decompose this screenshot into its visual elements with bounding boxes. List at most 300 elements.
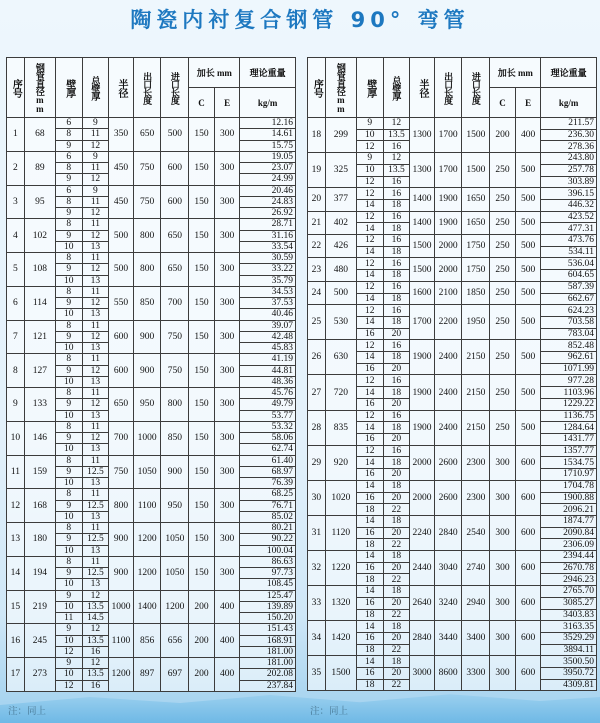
cell-weight: 23.07 <box>240 163 296 174</box>
cell-no: 14 <box>7 556 25 590</box>
cell-wall: 18 <box>356 539 383 551</box>
cell-c: 300 <box>490 621 516 656</box>
cell-radius: 1300 <box>410 118 434 153</box>
cell-weight: 86.63 <box>240 556 296 567</box>
col-header-inlet-length: 进口长度 <box>462 58 490 118</box>
cell-total-wall: 18 <box>383 515 410 527</box>
cell-total-wall: 11 <box>82 388 109 399</box>
cell-wall: 14 <box>356 621 383 633</box>
cell-total-wall: 18 <box>383 551 410 563</box>
cell-weight: 446.32 <box>541 199 597 211</box>
table-row <box>308 586 597 598</box>
cell-radius: 2240 <box>410 515 434 550</box>
cell-total-wall: 12 <box>82 658 109 669</box>
cell-weight: 150.20 <box>240 613 296 624</box>
cell-c: 250 <box>490 188 516 211</box>
table-row <box>7 185 296 196</box>
cell-outlet-length: 8600 <box>434 656 462 691</box>
spec-table-left <box>6 57 296 692</box>
cell-radius: 500 <box>109 219 133 253</box>
cell-outlet-length: 2400 <box>434 410 462 445</box>
cell-outlet-length: 2000 <box>434 235 462 258</box>
cell-no: 5 <box>7 253 25 287</box>
table-row <box>7 489 296 500</box>
cell-diameter: 500 <box>325 281 356 304</box>
table-body-right <box>308 118 597 691</box>
table-row <box>7 421 296 432</box>
table-row <box>308 515 597 527</box>
col-header-no: 序号 <box>7 58 25 118</box>
cell-radius: 600 <box>109 320 133 354</box>
cell-e: 300 <box>214 489 240 523</box>
cell-c: 150 <box>189 219 215 253</box>
cell-wall: 16 <box>356 398 383 410</box>
cell-e: 500 <box>515 281 541 304</box>
cell-no: 12 <box>7 489 25 523</box>
cell-total-wall: 9 <box>82 151 109 162</box>
cell-total-wall: 13 <box>82 511 109 522</box>
cell-wall: 9 <box>55 298 82 309</box>
cell-inlet-length: 1500 <box>462 153 490 188</box>
cell-outlet-length: 650 <box>133 118 161 152</box>
cell-weight: 977.28 <box>541 375 597 387</box>
cell-wall: 12 <box>356 235 383 247</box>
cell-weight: 20.46 <box>240 185 296 196</box>
cell-diameter: 1420 <box>325 621 356 656</box>
table-row <box>7 354 296 365</box>
table-header <box>7 58 296 118</box>
cell-wall: 9 <box>55 534 82 545</box>
cell-e: 500 <box>515 340 541 375</box>
cell-no: 15 <box>7 590 25 624</box>
cell-weight: 211.57 <box>541 118 597 130</box>
cell-diameter: 219 <box>24 590 55 624</box>
cell-total-wall: 16 <box>383 188 410 200</box>
cell-weight: 3529.29 <box>541 632 597 644</box>
cell-wall: 10 <box>55 511 82 522</box>
cell-outlet-length: 800 <box>133 253 161 287</box>
cell-c: 250 <box>490 305 516 340</box>
cell-wall: 14 <box>356 246 383 258</box>
cell-total-wall: 16 <box>383 410 410 422</box>
cell-e: 400 <box>214 658 240 692</box>
cell-c: 150 <box>189 556 215 590</box>
cell-diameter: 89 <box>24 151 55 185</box>
cell-weight: 97.73 <box>240 568 296 579</box>
cell-weight: 1229.22 <box>541 398 597 410</box>
cell-wall: 6 <box>55 151 82 162</box>
cell-weight: 1710.97 <box>541 469 597 481</box>
cell-inlet-length: 750 <box>161 320 189 354</box>
cell-weight: 1071.99 <box>541 363 597 375</box>
cell-total-wall: 20 <box>383 562 410 574</box>
cell-weight: 14.61 <box>240 129 296 140</box>
cell-radius: 1200 <box>109 658 133 692</box>
cell-wall: 10 <box>55 376 82 387</box>
cell-e: 600 <box>515 551 541 586</box>
cell-radius: 1600 <box>410 281 434 304</box>
cell-wall: 10 <box>55 579 82 590</box>
cell-diameter: 159 <box>24 455 55 489</box>
cell-total-wall: 13.5 <box>82 635 109 646</box>
cell-weight: 42.48 <box>240 331 296 342</box>
table-row <box>7 388 296 399</box>
cell-wall: 16 <box>356 328 383 340</box>
cell-radius: 2440 <box>410 551 434 586</box>
cell-radius: 600 <box>109 354 133 388</box>
cell-total-wall: 13 <box>82 579 109 590</box>
cell-wall: 18 <box>356 644 383 656</box>
cell-no: 22 <box>308 235 326 258</box>
cell-total-wall: 13.5 <box>383 129 410 141</box>
cell-diameter: 95 <box>24 185 55 219</box>
col-header-radius: 半径 <box>109 58 133 118</box>
cell-no: 26 <box>308 340 326 375</box>
cell-e: 600 <box>515 515 541 550</box>
col-header-radius: 半径 <box>410 58 434 118</box>
cell-wall: 9 <box>55 174 82 185</box>
cell-c: 250 <box>490 153 516 188</box>
cell-wall: 8 <box>55 196 82 207</box>
cell-inlet-length: 2150 <box>462 375 490 410</box>
cell-weight: 24.83 <box>240 196 296 207</box>
table-row <box>308 340 597 352</box>
cell-weight: 35.79 <box>240 275 296 286</box>
cell-wall: 16 <box>356 527 383 539</box>
col-header-wall: 壁厚 <box>55 58 82 118</box>
cell-total-wall: 13 <box>82 309 109 320</box>
cell-weight: 243.80 <box>541 153 597 165</box>
cell-radius: 750 <box>109 455 133 489</box>
cell-c: 250 <box>490 235 516 258</box>
cell-wall: 12 <box>356 258 383 270</box>
cell-diameter: 299 <box>325 118 356 153</box>
cell-wall: 9 <box>55 208 82 219</box>
cell-no: 33 <box>308 586 326 621</box>
cell-total-wall: 12.5 <box>82 568 109 579</box>
cell-total-wall: 9 <box>82 185 109 196</box>
cell-no: 9 <box>7 388 25 422</box>
cell-wall: 10 <box>55 275 82 286</box>
cell-total-wall: 11 <box>82 455 109 466</box>
cell-weight: 41.19 <box>240 354 296 365</box>
cell-wall: 14 <box>356 199 383 211</box>
cell-diameter: 133 <box>24 388 55 422</box>
cell-diameter: 102 <box>24 219 55 253</box>
cell-diameter: 630 <box>325 340 356 375</box>
cell-weight: 24.99 <box>240 174 296 185</box>
cell-outlet-length: 2100 <box>434 281 462 304</box>
cell-weight: 68.25 <box>240 489 296 500</box>
cell-weight: 477.31 <box>541 223 597 235</box>
cell-total-wall: 13.5 <box>82 669 109 680</box>
cell-weight: 53.32 <box>240 421 296 432</box>
table-row <box>7 523 296 534</box>
cell-e: 600 <box>515 480 541 515</box>
table-row <box>7 219 296 230</box>
cell-wall: 16 <box>356 433 383 445</box>
cell-total-wall: 13.5 <box>82 601 109 612</box>
cell-wall: 9 <box>55 568 82 579</box>
cell-weight: 2670.78 <box>541 562 597 574</box>
cell-diameter: 920 <box>325 445 356 480</box>
cell-weight: 2306.09 <box>541 539 597 551</box>
cell-diameter: 245 <box>24 624 55 658</box>
cell-radius: 900 <box>109 556 133 590</box>
cell-e: 400 <box>214 590 240 624</box>
cell-weight: 257.78 <box>541 164 597 176</box>
cell-outlet-length: 3040 <box>434 551 462 586</box>
table-header <box>308 58 597 118</box>
cell-total-wall: 12 <box>82 399 109 410</box>
cell-weight: 181.00 <box>240 658 296 669</box>
cell-wall: 8 <box>55 489 82 500</box>
cell-total-wall: 12 <box>383 118 410 130</box>
cell-weight: 33.22 <box>240 264 296 275</box>
cell-total-wall: 18 <box>383 352 410 364</box>
cell-total-wall: 11 <box>82 286 109 297</box>
cell-weight: 237.84 <box>240 680 296 691</box>
cell-inlet-length: 1750 <box>462 258 490 281</box>
cell-total-wall: 13 <box>82 545 109 556</box>
cell-c: 200 <box>189 624 215 658</box>
cell-wall: 14 <box>356 656 383 668</box>
cell-wall: 6 <box>55 185 82 196</box>
cell-e: 500 <box>515 410 541 445</box>
cell-wall: 8 <box>55 286 82 297</box>
cell-total-wall: 18 <box>383 586 410 598</box>
cell-total-wall: 16 <box>383 340 410 352</box>
cell-no: 7 <box>7 320 25 354</box>
cell-no: 8 <box>7 354 25 388</box>
cell-wall: 9 <box>55 230 82 241</box>
cell-total-wall: 20 <box>383 433 410 445</box>
cell-total-wall: 22 <box>383 539 410 551</box>
cell-wall: 14 <box>356 387 383 399</box>
cell-wall: 12 <box>356 375 383 387</box>
cell-total-wall: 22 <box>383 574 410 586</box>
cell-outlet-length: 1900 <box>434 188 462 211</box>
cell-outlet-length: 897 <box>133 658 161 692</box>
cell-total-wall: 13 <box>82 241 109 252</box>
cell-total-wall: 16 <box>383 176 410 188</box>
cell-total-wall: 12 <box>383 153 410 165</box>
cell-total-wall: 16 <box>82 646 109 657</box>
cell-wall: 16 <box>356 363 383 375</box>
cell-outlet-length: 800 <box>133 219 161 253</box>
table-row <box>308 235 597 247</box>
cell-c: 150 <box>189 320 215 354</box>
cell-weight: 45.76 <box>240 388 296 399</box>
cell-outlet-length: 950 <box>133 388 161 422</box>
cell-total-wall: 20 <box>383 668 410 680</box>
cell-weight: 1704.78 <box>541 480 597 492</box>
cell-inlet-length: 656 <box>161 624 189 658</box>
col-header-outlet-length: 出口长度 <box>434 58 462 118</box>
table-row <box>308 375 597 387</box>
cell-outlet-length: 2200 <box>434 305 462 340</box>
cell-total-wall: 11 <box>82 163 109 174</box>
cell-total-wall: 20 <box>383 597 410 609</box>
cell-weight: 202.08 <box>240 669 296 680</box>
cell-diameter: 835 <box>325 410 356 445</box>
cell-total-wall: 11 <box>82 489 109 500</box>
cell-weight: 1103.96 <box>541 387 597 399</box>
cell-total-wall: 20 <box>383 492 410 504</box>
cell-outlet-length: 1050 <box>133 455 161 489</box>
table-row <box>7 253 296 264</box>
cell-total-wall: 16 <box>383 445 410 457</box>
table-row <box>308 153 597 165</box>
table-row <box>7 286 296 297</box>
cell-c: 150 <box>189 354 215 388</box>
cell-outlet-length: 850 <box>133 286 161 320</box>
cell-weight: 3163.35 <box>541 621 597 633</box>
cell-total-wall: 11 <box>82 196 109 207</box>
cell-c: 200 <box>490 118 516 153</box>
cell-radius: 500 <box>109 253 133 287</box>
cell-wall: 12 <box>356 305 383 317</box>
cell-inlet-length: 950 <box>161 489 189 523</box>
cell-no: 21 <box>308 211 326 234</box>
table-row <box>7 624 296 635</box>
cell-e: 500 <box>515 211 541 234</box>
cell-wall: 10 <box>55 545 82 556</box>
cell-radius: 1500 <box>410 235 434 258</box>
col-header-inlet-length: 进口长度 <box>161 58 189 118</box>
table-row <box>7 556 296 567</box>
cell-total-wall: 22 <box>383 609 410 621</box>
cell-radius: 1400 <box>410 211 434 234</box>
cell-inlet-length: 650 <box>161 219 189 253</box>
cell-outlet-length: 2600 <box>434 480 462 515</box>
cell-e: 600 <box>515 445 541 480</box>
cell-diameter: 402 <box>325 211 356 234</box>
cell-total-wall: 13 <box>82 478 109 489</box>
cell-total-wall: 18 <box>383 480 410 492</box>
cell-inlet-length: 650 <box>161 253 189 287</box>
table-row <box>308 305 597 317</box>
cell-inlet-length: 1500 <box>462 118 490 153</box>
cell-weight: 587.39 <box>541 281 597 293</box>
cell-outlet-length: 1400 <box>133 590 161 624</box>
table-row <box>7 320 296 331</box>
cell-weight: 534.11 <box>541 246 597 258</box>
cell-wall: 9 <box>55 331 82 342</box>
cell-weight: 39.07 <box>240 320 296 331</box>
cell-e: 500 <box>515 375 541 410</box>
col-header-diameter: 钢管直径mm <box>24 58 55 118</box>
cell-e: 600 <box>515 656 541 691</box>
table-row <box>7 151 296 162</box>
cell-no: 13 <box>7 523 25 557</box>
cell-total-wall: 12 <box>82 590 109 601</box>
cell-inlet-length: 1650 <box>462 188 490 211</box>
cell-wall: 16 <box>356 668 383 680</box>
cell-total-wall: 14.5 <box>82 613 109 624</box>
cell-e: 300 <box>214 455 240 489</box>
cell-weight: 278.36 <box>541 141 597 153</box>
cell-e: 300 <box>214 523 240 557</box>
cell-total-wall: 18 <box>383 223 410 235</box>
table-row <box>308 551 597 563</box>
cell-total-wall: 18 <box>383 656 410 668</box>
cell-weight: 2765.70 <box>541 586 597 598</box>
cell-wall: 10 <box>55 635 82 646</box>
cell-total-wall: 12 <box>82 264 109 275</box>
cell-total-wall: 18 <box>383 316 410 328</box>
cell-e: 300 <box>214 253 240 287</box>
cell-weight: 44.81 <box>240 365 296 376</box>
cell-wall: 9 <box>55 264 82 275</box>
cell-total-wall: 18 <box>383 199 410 211</box>
cell-no: 29 <box>308 445 326 480</box>
cell-diameter: 127 <box>24 354 55 388</box>
cell-weight: 80.21 <box>240 523 296 534</box>
cell-wall: 8 <box>55 421 82 432</box>
cell-total-wall: 18 <box>383 621 410 633</box>
cell-weight: 168.91 <box>240 635 296 646</box>
cell-total-wall: 12 <box>82 624 109 635</box>
cell-wall: 14 <box>356 293 383 305</box>
cell-inlet-length: 900 <box>161 455 189 489</box>
cell-wall: 12 <box>356 445 383 457</box>
cell-weight: 62.74 <box>240 444 296 455</box>
cell-wall: 18 <box>356 679 383 691</box>
cell-radius: 2000 <box>410 445 434 480</box>
cell-wall: 11 <box>55 613 82 624</box>
cell-weight: 139.89 <box>240 601 296 612</box>
cell-weight: 604.65 <box>541 270 597 282</box>
cell-no: 10 <box>7 421 25 455</box>
cell-wall: 18 <box>356 574 383 586</box>
cell-no: 24 <box>308 281 326 304</box>
cell-weight: 28.71 <box>240 219 296 230</box>
cell-outlet-length: 3440 <box>434 621 462 656</box>
table-row <box>308 621 597 633</box>
cell-radius: 2840 <box>410 621 434 656</box>
cell-weight: 76.39 <box>240 478 296 489</box>
cell-total-wall: 18 <box>383 270 410 282</box>
cell-c: 300 <box>490 480 516 515</box>
cell-total-wall: 16 <box>383 211 410 223</box>
cell-c: 150 <box>189 455 215 489</box>
cell-weight: 1431.77 <box>541 433 597 445</box>
cell-wall: 12 <box>356 410 383 422</box>
cell-c: 250 <box>490 375 516 410</box>
cell-c: 150 <box>189 388 215 422</box>
cell-no: 11 <box>7 455 25 489</box>
cell-wall: 16 <box>356 469 383 481</box>
cell-outlet-length: 1700 <box>434 118 462 153</box>
cell-radius: 1900 <box>410 340 434 375</box>
cell-outlet-length: 900 <box>133 354 161 388</box>
cell-wall: 9 <box>55 624 82 635</box>
cell-outlet-length: 1100 <box>133 489 161 523</box>
cell-total-wall: 9 <box>82 118 109 129</box>
cell-wall: 8 <box>55 455 82 466</box>
cell-e: 300 <box>214 556 240 590</box>
cell-no: 17 <box>7 658 25 692</box>
cell-total-wall: 20 <box>383 328 410 340</box>
cell-diameter: 530 <box>325 305 356 340</box>
cell-diameter: 168 <box>24 489 55 523</box>
cell-radius: 1300 <box>410 153 434 188</box>
cell-wall: 10 <box>356 129 383 141</box>
cell-wall: 9 <box>356 118 383 130</box>
cell-wall: 10 <box>55 410 82 421</box>
cell-weight: 662.67 <box>541 293 597 305</box>
